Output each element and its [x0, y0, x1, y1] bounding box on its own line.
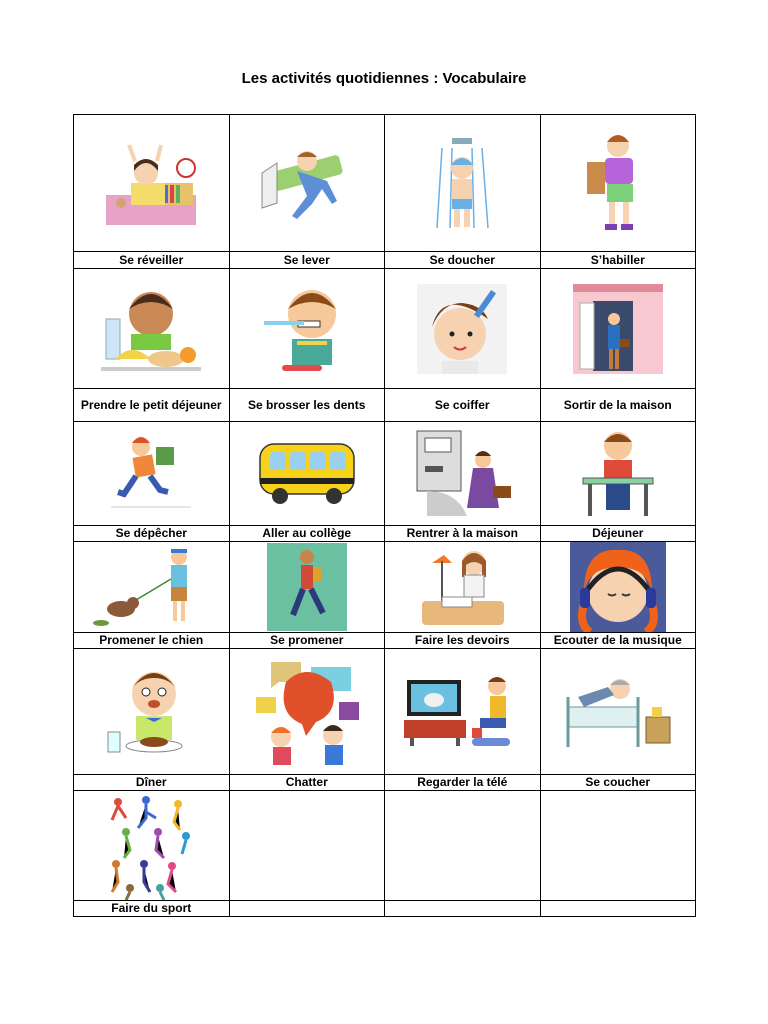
walking-icon	[267, 543, 347, 631]
image-cell	[540, 422, 696, 526]
activity-label: Déjeuner	[540, 526, 696, 542]
image-cell	[74, 542, 230, 633]
activity-label: Se promener	[229, 633, 385, 649]
image-cell	[74, 791, 230, 901]
activity-label: Ecouter de la musique	[540, 633, 696, 649]
activity-label: Se doucher	[385, 252, 541, 269]
activity-label: Sortir de la maison	[540, 389, 696, 422]
dressing-icon	[573, 128, 663, 238]
activity-label: Se réveiller	[74, 252, 230, 269]
activity-label: Prendre le petit déjeuner	[74, 389, 230, 422]
school-bus-icon	[252, 434, 362, 514]
vocabulary-table	[73, 114, 696, 917]
activity-label: Se coucher	[540, 775, 696, 791]
bed-icon	[558, 667, 678, 757]
lunch-icon	[578, 426, 658, 521]
image-cell	[229, 649, 385, 775]
image-cell	[229, 269, 385, 389]
image-cell	[540, 542, 696, 633]
activity-label: Regarder la télé	[385, 775, 541, 791]
activity-label: Chatter	[229, 775, 385, 791]
image-cell	[385, 422, 541, 526]
image-cell	[540, 269, 696, 389]
activity-label: Faire du sport	[74, 901, 230, 917]
activity-label: Aller au collège	[229, 526, 385, 542]
activity-label	[229, 901, 385, 917]
image-cell	[229, 422, 385, 526]
image-cell	[229, 542, 385, 633]
activity-label: Promener le chien	[74, 633, 230, 649]
image-cell	[229, 115, 385, 252]
breakfast-icon	[96, 279, 206, 379]
image-cell	[540, 115, 696, 252]
empty-cell	[385, 791, 541, 901]
empty-cell	[229, 791, 385, 901]
hurrying-icon	[106, 429, 196, 519]
image-row	[74, 115, 696, 252]
activity-label: Se lever	[229, 252, 385, 269]
activity-label: S’habiller	[540, 252, 696, 269]
activity-label: Dîner	[74, 775, 230, 791]
image-cell	[385, 115, 541, 252]
image-cell	[385, 649, 541, 775]
chat-icon	[251, 657, 363, 767]
activity-label: Rentrer à la maison	[385, 526, 541, 542]
image-cell	[74, 422, 230, 526]
getting-up-icon	[252, 133, 362, 233]
dinner-icon	[96, 662, 206, 762]
leaving-house-icon	[568, 279, 668, 379]
toothbrush-icon	[252, 279, 362, 379]
dog-walk-icon	[91, 545, 211, 630]
image-cell	[385, 542, 541, 633]
homework-icon	[412, 543, 512, 631]
comb-hair-icon	[412, 279, 512, 379]
coming-home-icon	[407, 426, 517, 521]
empty-cell	[540, 791, 696, 901]
activity-label: Faire les devoirs	[385, 633, 541, 649]
shower-icon	[412, 133, 512, 233]
image-cell	[74, 649, 230, 775]
image-cell	[74, 269, 230, 389]
activity-label: Se dépêcher	[74, 526, 230, 542]
waking-up-icon	[101, 133, 201, 233]
activity-label: Se coiffer	[385, 389, 541, 422]
activity-label: Se brosser les dents	[229, 389, 385, 422]
image-cell	[540, 649, 696, 775]
page-title: Les activités quotidiennes : Vocabulaire	[241, 70, 527, 87]
headphones-icon	[570, 542, 666, 632]
activity-label	[385, 901, 541, 917]
image-cell	[385, 269, 541, 389]
image-cell	[74, 115, 230, 252]
sports-icon	[106, 792, 196, 900]
tv-icon	[402, 672, 522, 752]
activity-label	[540, 901, 696, 917]
